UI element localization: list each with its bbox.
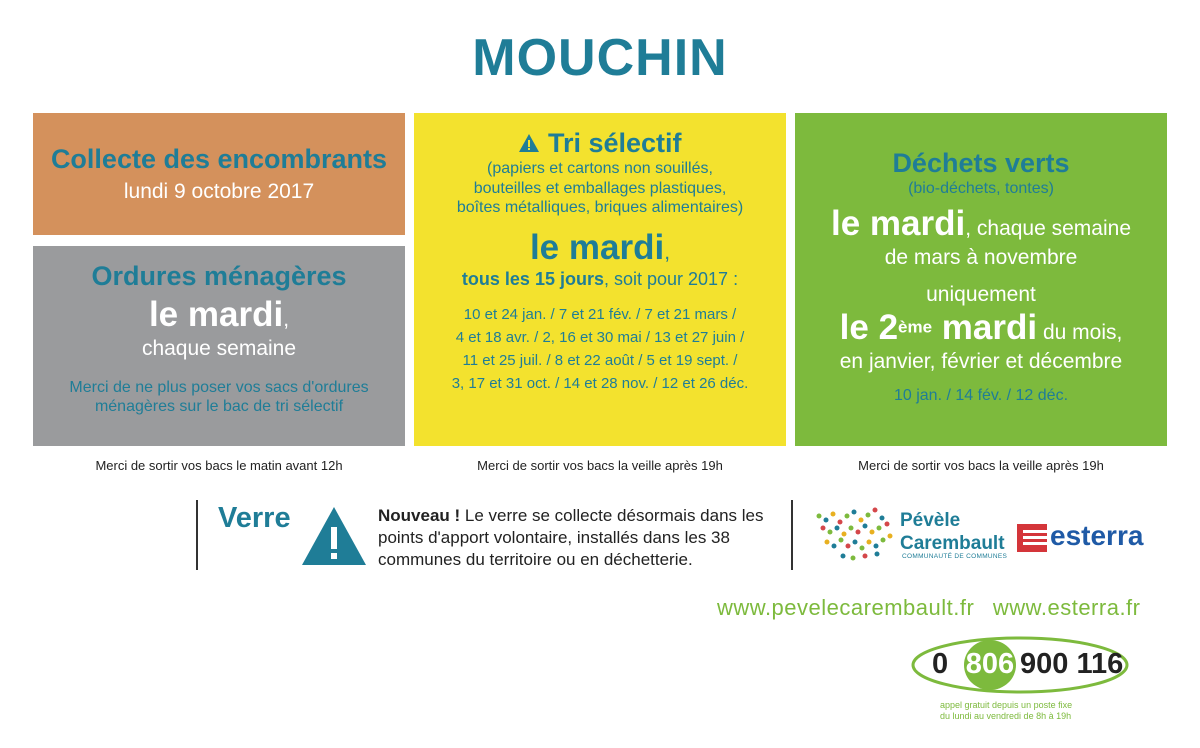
verts-second-sup: ème bbox=[898, 317, 933, 337]
verts-second-prefix: le 2 bbox=[839, 307, 899, 347]
pevele-logo-text bbox=[900, 510, 1005, 556]
ordures-frequency: chaque semaine bbox=[141, 337, 297, 361]
ordures-day: le mardi bbox=[148, 295, 284, 335]
ordures-panel bbox=[33, 246, 405, 446]
verts-frequency: , chaque semaine bbox=[965, 216, 1131, 240]
warning-icon bbox=[300, 505, 368, 567]
tri-frequency-rest: , soit pour 2017 : bbox=[603, 268, 739, 289]
tri-detail-2: bouteilles et emballages plastiques, bbox=[473, 179, 727, 197]
phone-part-2: 806 bbox=[965, 648, 1015, 680]
verts-heading: Déchets verts bbox=[892, 148, 1070, 178]
verre-new-label: Nouveau ! bbox=[378, 506, 461, 525]
verts-uniquement: uniquement bbox=[926, 282, 1036, 306]
ordures-footnote: Merci de sortir vos bacs le matin avant 12h bbox=[95, 458, 343, 473]
ordures-notice-2: ménagères sur le bac de tri sélectif bbox=[94, 397, 344, 415]
tri-heading: Tri sélectif bbox=[547, 128, 682, 158]
verts-dates: 10 jan. / 14 fév. / 12 déc. bbox=[893, 387, 1069, 405]
verre-text bbox=[378, 505, 778, 571]
verre-description: Le verre se collecte désormais dans les points d'apport volontaire, installés dans les 38 communes du territoire ou en déchetterie. bbox=[378, 506, 764, 569]
tri-dates-3: 11 et 25 juil. / 8 et 22 août / 5 et 19 sept. / bbox=[462, 351, 738, 369]
esterra-logo-icon bbox=[1017, 524, 1047, 552]
verts-months: en janvier, février et décembre bbox=[839, 349, 1123, 373]
phone-part-3: 900 116 bbox=[1020, 648, 1124, 680]
encombrants-panel bbox=[33, 113, 405, 235]
warning-icon bbox=[518, 133, 540, 153]
divider bbox=[791, 500, 793, 570]
tri-panel bbox=[414, 113, 786, 446]
pevele-url[interactable]: www.pevelecarembault.fr bbox=[717, 595, 975, 620]
verts-footnote: Merci de sortir vos bacs la veille après 19h bbox=[858, 458, 1104, 473]
ordures-notice-1: Merci de ne plus poser vos sacs d'ordures bbox=[69, 378, 369, 396]
encombrants-date: lundi 9 octobre 2017 bbox=[123, 180, 315, 204]
esterra-logo-text: esterra bbox=[1050, 520, 1144, 551]
pevele-line-2: Carembault bbox=[900, 532, 1005, 554]
phone-footnote bbox=[940, 700, 1072, 722]
tri-frequency-bold: tous les 15 jours bbox=[461, 268, 604, 289]
tri-detail-3: boîtes métalliques, briques alimentaires) bbox=[456, 198, 744, 216]
tri-dates-4: 3, 17 et 31 oct. / 14 et 28 nov. / 12 et 26 déc. bbox=[451, 374, 749, 392]
urls bbox=[717, 595, 1141, 621]
verts-second-day: mardi bbox=[932, 307, 1038, 347]
esterra-url[interactable]: www.esterra.fr bbox=[992, 595, 1141, 620]
pevele-carembault-logo-icon bbox=[813, 506, 897, 562]
verre-heading: Verre bbox=[218, 502, 291, 534]
tri-day: le mardi bbox=[529, 227, 665, 267]
tri-heading-row bbox=[414, 127, 786, 159]
tri-dates-1: 10 et 24 jan. / 7 et 21 fév. / 7 et 21 mars / bbox=[463, 305, 737, 323]
pevele-line-1: Pévèle bbox=[900, 510, 961, 531]
dechets-verts-panel bbox=[795, 113, 1167, 446]
verts-sub: (bio-déchets, tontes) bbox=[908, 180, 1054, 198]
tri-dates-2: 4 et 18 avr. / 2, 16 et 30 mai / 13 et 27 juin / bbox=[455, 328, 745, 346]
phone-foot-2: du lundi au vendredi de 8h à 19h bbox=[940, 710, 1072, 721]
tri-detail-1: (papiers et cartons non souillés, bbox=[487, 160, 713, 178]
phone-foot-1: appel gratuit depuis un poste fixe bbox=[940, 700, 1073, 710]
tri-comma: , bbox=[664, 240, 671, 264]
verts-day: le mardi bbox=[830, 203, 966, 243]
verts-second-rest: du mois, bbox=[1037, 320, 1123, 344]
divider bbox=[196, 500, 198, 570]
pevele-subtitle: COMMUNAUTÉ DE COMMUNES bbox=[902, 553, 1008, 560]
ordures-heading: Ordures ménagères bbox=[91, 261, 347, 291]
phone-part-1: 0 bbox=[932, 648, 949, 680]
tri-footnote: Merci de sortir vos bacs la veille après 19h bbox=[477, 458, 723, 473]
page-title: MOUCHIN bbox=[472, 29, 728, 87]
encombrants-heading: Collecte des encombrants bbox=[50, 144, 388, 174]
ordures-comma: , bbox=[283, 308, 290, 332]
verts-period: de mars à novembre bbox=[884, 245, 1078, 269]
